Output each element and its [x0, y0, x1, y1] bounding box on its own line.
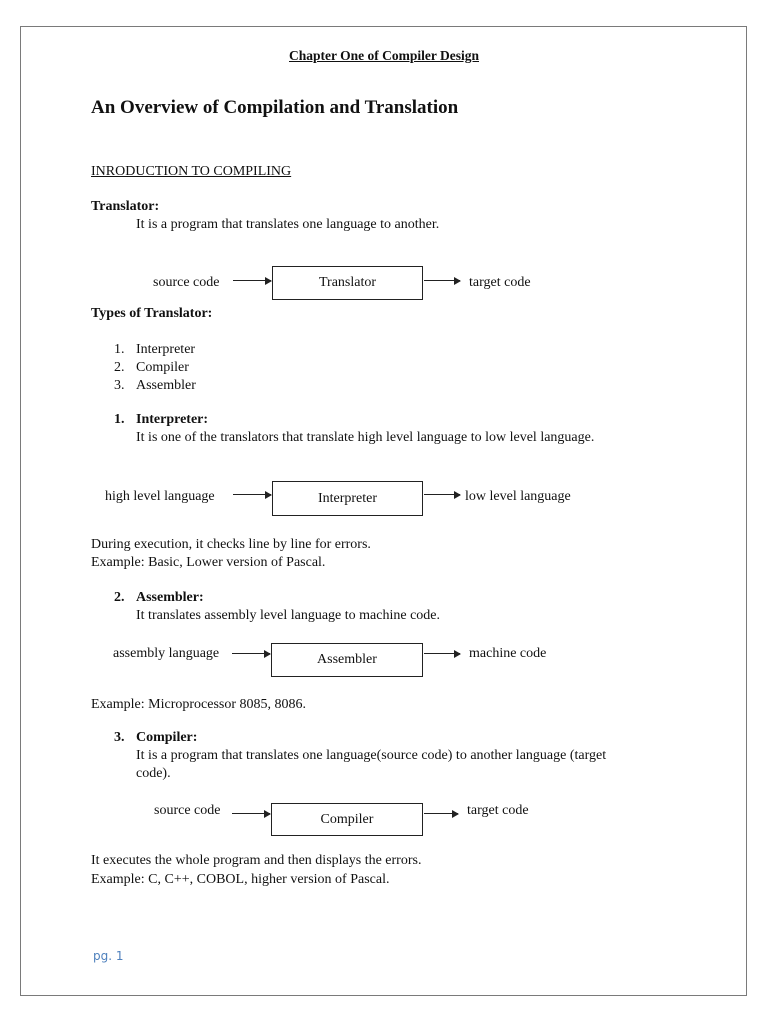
assembler-diagram-output: machine code [469, 646, 547, 661]
arrow-right-icon [233, 280, 271, 281]
section-heading: INRODUCTION TO COMPILING [91, 164, 292, 179]
translator-diagram-input: source code [153, 275, 220, 290]
interpreter-example: Example: Basic, Lower version of Pascal. [91, 555, 326, 570]
page-number: pg. 1 [93, 949, 124, 963]
types-heading: Types of Translator: [91, 306, 213, 321]
arrow-right-icon [232, 653, 270, 654]
compiler-description-line1: It is a program that translates one language(source code) to another language (target [136, 748, 607, 763]
arrow-right-icon [424, 494, 460, 495]
arrow-right-icon [424, 813, 458, 814]
arrow-right-icon [424, 280, 460, 281]
list-item: 3. Assembler [114, 378, 196, 393]
interpreter-note: During execution, it checks line by line for errors. [91, 537, 371, 552]
translator-box: Translator [272, 266, 423, 300]
interpreter-description: It is one of the translators that translate high level language to low level language. [136, 430, 595, 445]
translator-heading: Translator: [91, 199, 160, 214]
translator-description: It is a program that translates one language to another. [136, 217, 440, 232]
types-list [114, 341, 196, 395]
compiler-diagram-output: target code [467, 803, 529, 818]
compiler-description-line2: code). [136, 766, 171, 781]
assembler-description: It translates assembly level language to machine code. [136, 608, 441, 623]
chapter-title: Chapter One of Compiler Design [289, 48, 479, 63]
translator-diagram-output: target code [469, 275, 531, 290]
compiler-heading: 3. Compiler: [114, 730, 198, 745]
list-item: 2. Compiler [114, 360, 189, 375]
assembler-diagram-input: assembly language [113, 646, 220, 661]
assembler-heading: 2. Assembler: [114, 590, 204, 605]
arrow-right-icon [424, 653, 460, 654]
arrow-right-icon [232, 813, 270, 814]
interpreter-box: Interpreter [272, 481, 423, 516]
arrow-right-icon [233, 494, 271, 495]
compiler-note: It executes the whole program and then displays the errors. [91, 853, 422, 868]
assembler-example: Example: Microprocessor 8085, 8086. [91, 697, 307, 712]
interpreter-diagram-input: high level language [105, 489, 215, 504]
interpreter-diagram-output: low level language [465, 489, 571, 504]
compiler-example: Example: C, C++, COBOL, higher version of Pascal. [91, 872, 390, 887]
compiler-box: Compiler [271, 803, 423, 836]
compiler-diagram-input: source code [154, 803, 221, 818]
interpreter-heading: 1. Interpreter: [114, 412, 209, 427]
list-item: 1. Interpreter [114, 342, 196, 357]
assembler-box: Assembler [271, 643, 423, 677]
main-title: An Overview of Compilation and Translation [91, 97, 459, 118]
